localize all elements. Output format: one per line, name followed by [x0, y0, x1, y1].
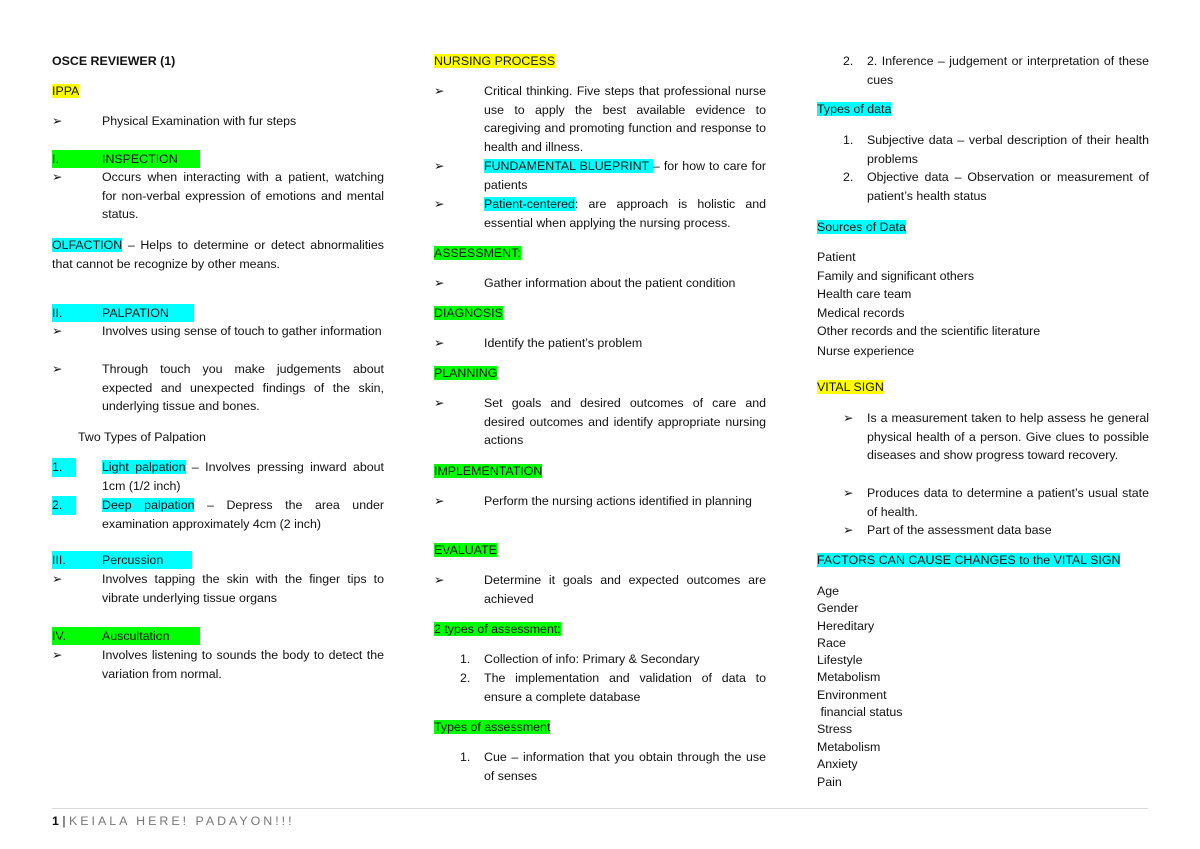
factor-item: Gender	[817, 601, 859, 615]
list-item: ➢ Part of the assessment data base	[817, 521, 1149, 540]
planning-heading: PLANNING	[434, 366, 498, 380]
list-item: ➢ Gather information about the patient condition	[434, 274, 766, 293]
list-item: ➢ Critical thinking. Five steps that professional nurse use to apply the best available evidence to caregiving and promoting function and response to health and illness.	[434, 84, 766, 154]
factor-item: Anxiety	[817, 757, 858, 771]
footer-divider	[52, 808, 1148, 809]
percussion-heading: III. Percussion	[52, 551, 192, 569]
arrow-bullet-icon: ➢	[843, 523, 854, 537]
factor-item: Pain	[817, 775, 842, 789]
list-item: ➢ Produces data to determine a patient’s usual state of health.	[843, 486, 1149, 519]
list-item: ➢ Involves using sense of touch to gather information	[52, 322, 384, 341]
arrow-bullet-icon: ➢	[52, 572, 63, 586]
arrow-bullet-icon: ➢	[52, 114, 63, 128]
arrow-bullet-icon: ➢	[434, 573, 445, 587]
list-item: ➢ Perform the nursing actions identified in planning	[434, 492, 766, 511]
arrow-bullet-icon: ➢	[434, 197, 445, 211]
list-item: ➢ Through touch you make judgements about expected and unexpected findings of the skin, underlying tissue and bones.	[52, 362, 384, 413]
source-item: Medical records	[817, 306, 905, 320]
assessment-heading: ASSESSMENT:	[434, 246, 521, 260]
list-item: ➢ Is a measurement taken to help assess he general physical health of a person. Give clues to possible diseases and show progress toward recovery.	[843, 411, 1149, 462]
list-item: ➢ Involves listening to sounds the body to detect the variation from normal.	[52, 648, 384, 681]
inspection-heading: I. INSPECTION	[52, 150, 200, 168]
types-of-assessment-heading: Types of assessment	[434, 720, 551, 734]
page-number: 1	[52, 814, 59, 828]
footer-text: KEIALA HERE! PADAYON!!!	[69, 814, 295, 828]
implementation-heading: IMPLEMENTATION	[434, 464, 543, 478]
list-item: 1. Light palpation – Involves pressing inward about 1cm (1/2 inch)	[52, 460, 385, 493]
two-types-label: Two Types of Palpation	[78, 430, 206, 444]
nursing-process-heading: NURSING PROCESS	[434, 54, 556, 68]
document-title: OSCE REVIEWER (1)	[52, 54, 176, 68]
factor-item: Lifestyle	[817, 653, 863, 667]
source-item: Patient	[817, 250, 856, 264]
arrow-bullet-icon: ➢	[843, 411, 854, 425]
evaluate-heading: EVALUATE	[434, 543, 497, 557]
arrow-bullet-icon: ➢	[52, 170, 63, 184]
arrow-bullet-icon: ➢	[434, 494, 445, 508]
factor-item: Environment	[817, 688, 887, 702]
arrow-bullet-icon: ➢	[52, 324, 63, 338]
ippa-heading: IPPA	[52, 84, 80, 98]
list-item: ➢ FUNDAMENTAL BLUEPRINT – for how to care for patients	[434, 159, 766, 192]
diagnosis-heading: DIAGNOSIS	[434, 306, 503, 320]
list-item: 1. Collection of info: Primary & Secondary	[460, 652, 700, 666]
list-item: ➢ Physical Examination with fur steps	[52, 112, 384, 131]
arrow-bullet-icon: ➢	[843, 486, 854, 500]
source-item: Family and significant others	[817, 269, 975, 283]
list-item: ➢ Identify the patient’s problem	[434, 334, 766, 353]
arrow-bullet-icon: ➢	[434, 159, 445, 173]
list-item: 2. 2. Inference – judgement or interpretation of these cues	[843, 54, 1149, 87]
arrow-bullet-icon: ➢	[434, 84, 445, 98]
factor-item: Metabolism	[817, 740, 881, 754]
list-item: 1. Cue – information that you obtain through the use of senses	[460, 750, 766, 783]
factor-item: Hereditary	[817, 619, 875, 633]
list-item: ➢ Involves tapping the skin with the finger tips to vibrate underlying tissue organs	[52, 572, 384, 605]
factor-item: financial status	[817, 705, 903, 719]
list-item: 2. Deep palpation – Depress the area under examination approximately 4cm (2 inch)	[52, 498, 385, 531]
arrow-bullet-icon: ➢	[52, 362, 63, 376]
factors-heading: FACTORS CAN CAUSE CHANGES to the VITAL SIGN	[817, 553, 1121, 567]
palpation-heading: II. PALPATION	[52, 304, 194, 322]
list-item: ➢ Patient-centered: are approach is holistic and essential when applying the nursing process.	[434, 197, 766, 230]
types-of-data-heading: Types of data	[817, 102, 892, 116]
two-types-assessment-heading: 2 types of assessment:	[434, 622, 561, 636]
list-item: ➢ Determine it goals and expected outcomes are achieved	[434, 573, 766, 606]
factor-item: Race	[817, 636, 846, 650]
source-item: Nurse experience	[817, 344, 915, 358]
arrow-bullet-icon: ➢	[52, 648, 63, 662]
auscultation-heading: IV. Auscultation	[52, 627, 200, 645]
source-item: Other records and the scientific literature	[817, 324, 1041, 338]
vital-sign-heading: VITAL SIGN	[817, 380, 884, 394]
arrow-bullet-icon: ➢	[434, 336, 445, 350]
arrow-bullet-icon: ➢	[434, 276, 445, 290]
sources-heading: Sources of Data	[817, 220, 906, 234]
list-item: ➢ Occurs when interacting with a patient, watching for non-verbal expression of emotions and mental status.	[52, 170, 384, 221]
source-item: Health care team	[817, 287, 912, 301]
factor-item: Stress	[817, 722, 853, 736]
list-item: 2. Objective data – Observation or measurement of patient’s health status	[843, 170, 1149, 203]
factor-item: Metabolism	[817, 670, 881, 684]
list-item: 1. Subjective data – verbal description of their health problems	[843, 133, 1149, 166]
page-footer: 1 | KEIALA HERE! PADAYON!!!	[52, 814, 295, 828]
list-item: ➢ Set goals and desired outcomes of care and desired outcomes and identify appropriate nursing actions	[434, 396, 766, 447]
olfaction-paragraph: OLFACTION – Helps to determine or detect abnormalities that cannot be recognize by other means.	[52, 238, 384, 271]
arrow-bullet-icon: ➢	[434, 396, 445, 410]
factor-item: Age	[817, 584, 840, 598]
list-item: 2. The implementation and validation of data to ensure a complete database	[460, 671, 766, 704]
